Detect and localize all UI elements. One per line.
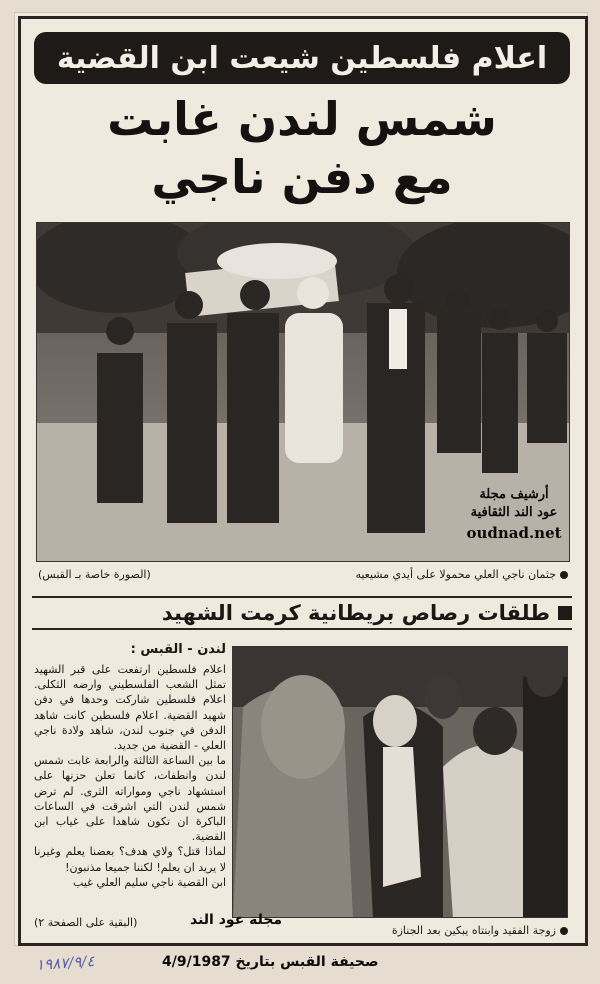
archive-stamp-url: oudnad.net xyxy=(466,524,562,542)
kicker-banner xyxy=(34,32,570,84)
paragraph: اعلام فلسطين ارتفعت على قبر الشهيد تمثل الشعب الفلسطيني وارضه الثكلى. اعلام فلسطين شاركت وحدها في دفن شهيد القضية. اعلام فلسطين كانت شاهد الدفن في جنوب لندن، شاهد ولادة ناجي العلي - القضية من جديد. xyxy=(34,663,226,753)
main-photo-caption: جثمان ناجي العلي محمولا على أيدي مشيعيه xyxy=(355,568,568,581)
headline-line-2: مع دفن ناجي xyxy=(151,150,453,204)
subheadline-text: طلقات رصاص بريطانية كرمت الشهيد xyxy=(161,601,550,625)
second-photo-caption: زوجة الفقيد وابنتاه يبكين بعد الجنازة xyxy=(392,924,568,937)
kicker-text: اعلام فلسطين شيعت ابن القضية xyxy=(56,40,548,76)
magazine-label: مجلة عود الند xyxy=(190,912,283,928)
handwritten-date: ١٩٨٧/٩/٤ xyxy=(35,951,96,975)
main-photo-credit: (الصورة خاصة بـ القبس) xyxy=(38,568,151,581)
source-line: صحيفة القبس بتاريخ 4/9/1987 xyxy=(162,954,379,970)
paragraph: ما بين الساعة الثالثة والرابعة غابت شمس لندن وانطفات، كانما تعلن حزنها على استشهاد ناجي ومواراته الثرى. لم ترض شمس لندن التي اشرقت في الساعات الباكرة ان تكون شاهدا على غياب ابن القضية. xyxy=(34,754,226,844)
article-body xyxy=(34,662,226,890)
paragraph: لماذا قتل؟ ولاي هدف؟ بعضنا يعلم وغيرنا لا يريد ان يعلم! لكننا جميعا مذنبون! xyxy=(34,845,226,874)
caption-bullet-icon xyxy=(560,571,568,579)
dateline: لندن - القبس : xyxy=(130,642,226,657)
archive-stamp xyxy=(458,486,570,544)
archive-stamp-line-2: عود الند الثقافية xyxy=(470,505,558,520)
subheadline xyxy=(32,596,572,630)
archive-stamp-line-1: أرشيف مجلة xyxy=(479,487,549,502)
headline-line-1: شمس لندن غابت xyxy=(107,92,497,146)
square-bullet-icon xyxy=(558,606,572,620)
paragraph: ابن القضية ناجي سليم العلي غيب xyxy=(73,875,226,889)
mourning-family-photo xyxy=(232,646,568,918)
continued-note: (البقية على الصفحة ٢) xyxy=(34,916,138,929)
caption-bullet-icon xyxy=(560,927,568,935)
